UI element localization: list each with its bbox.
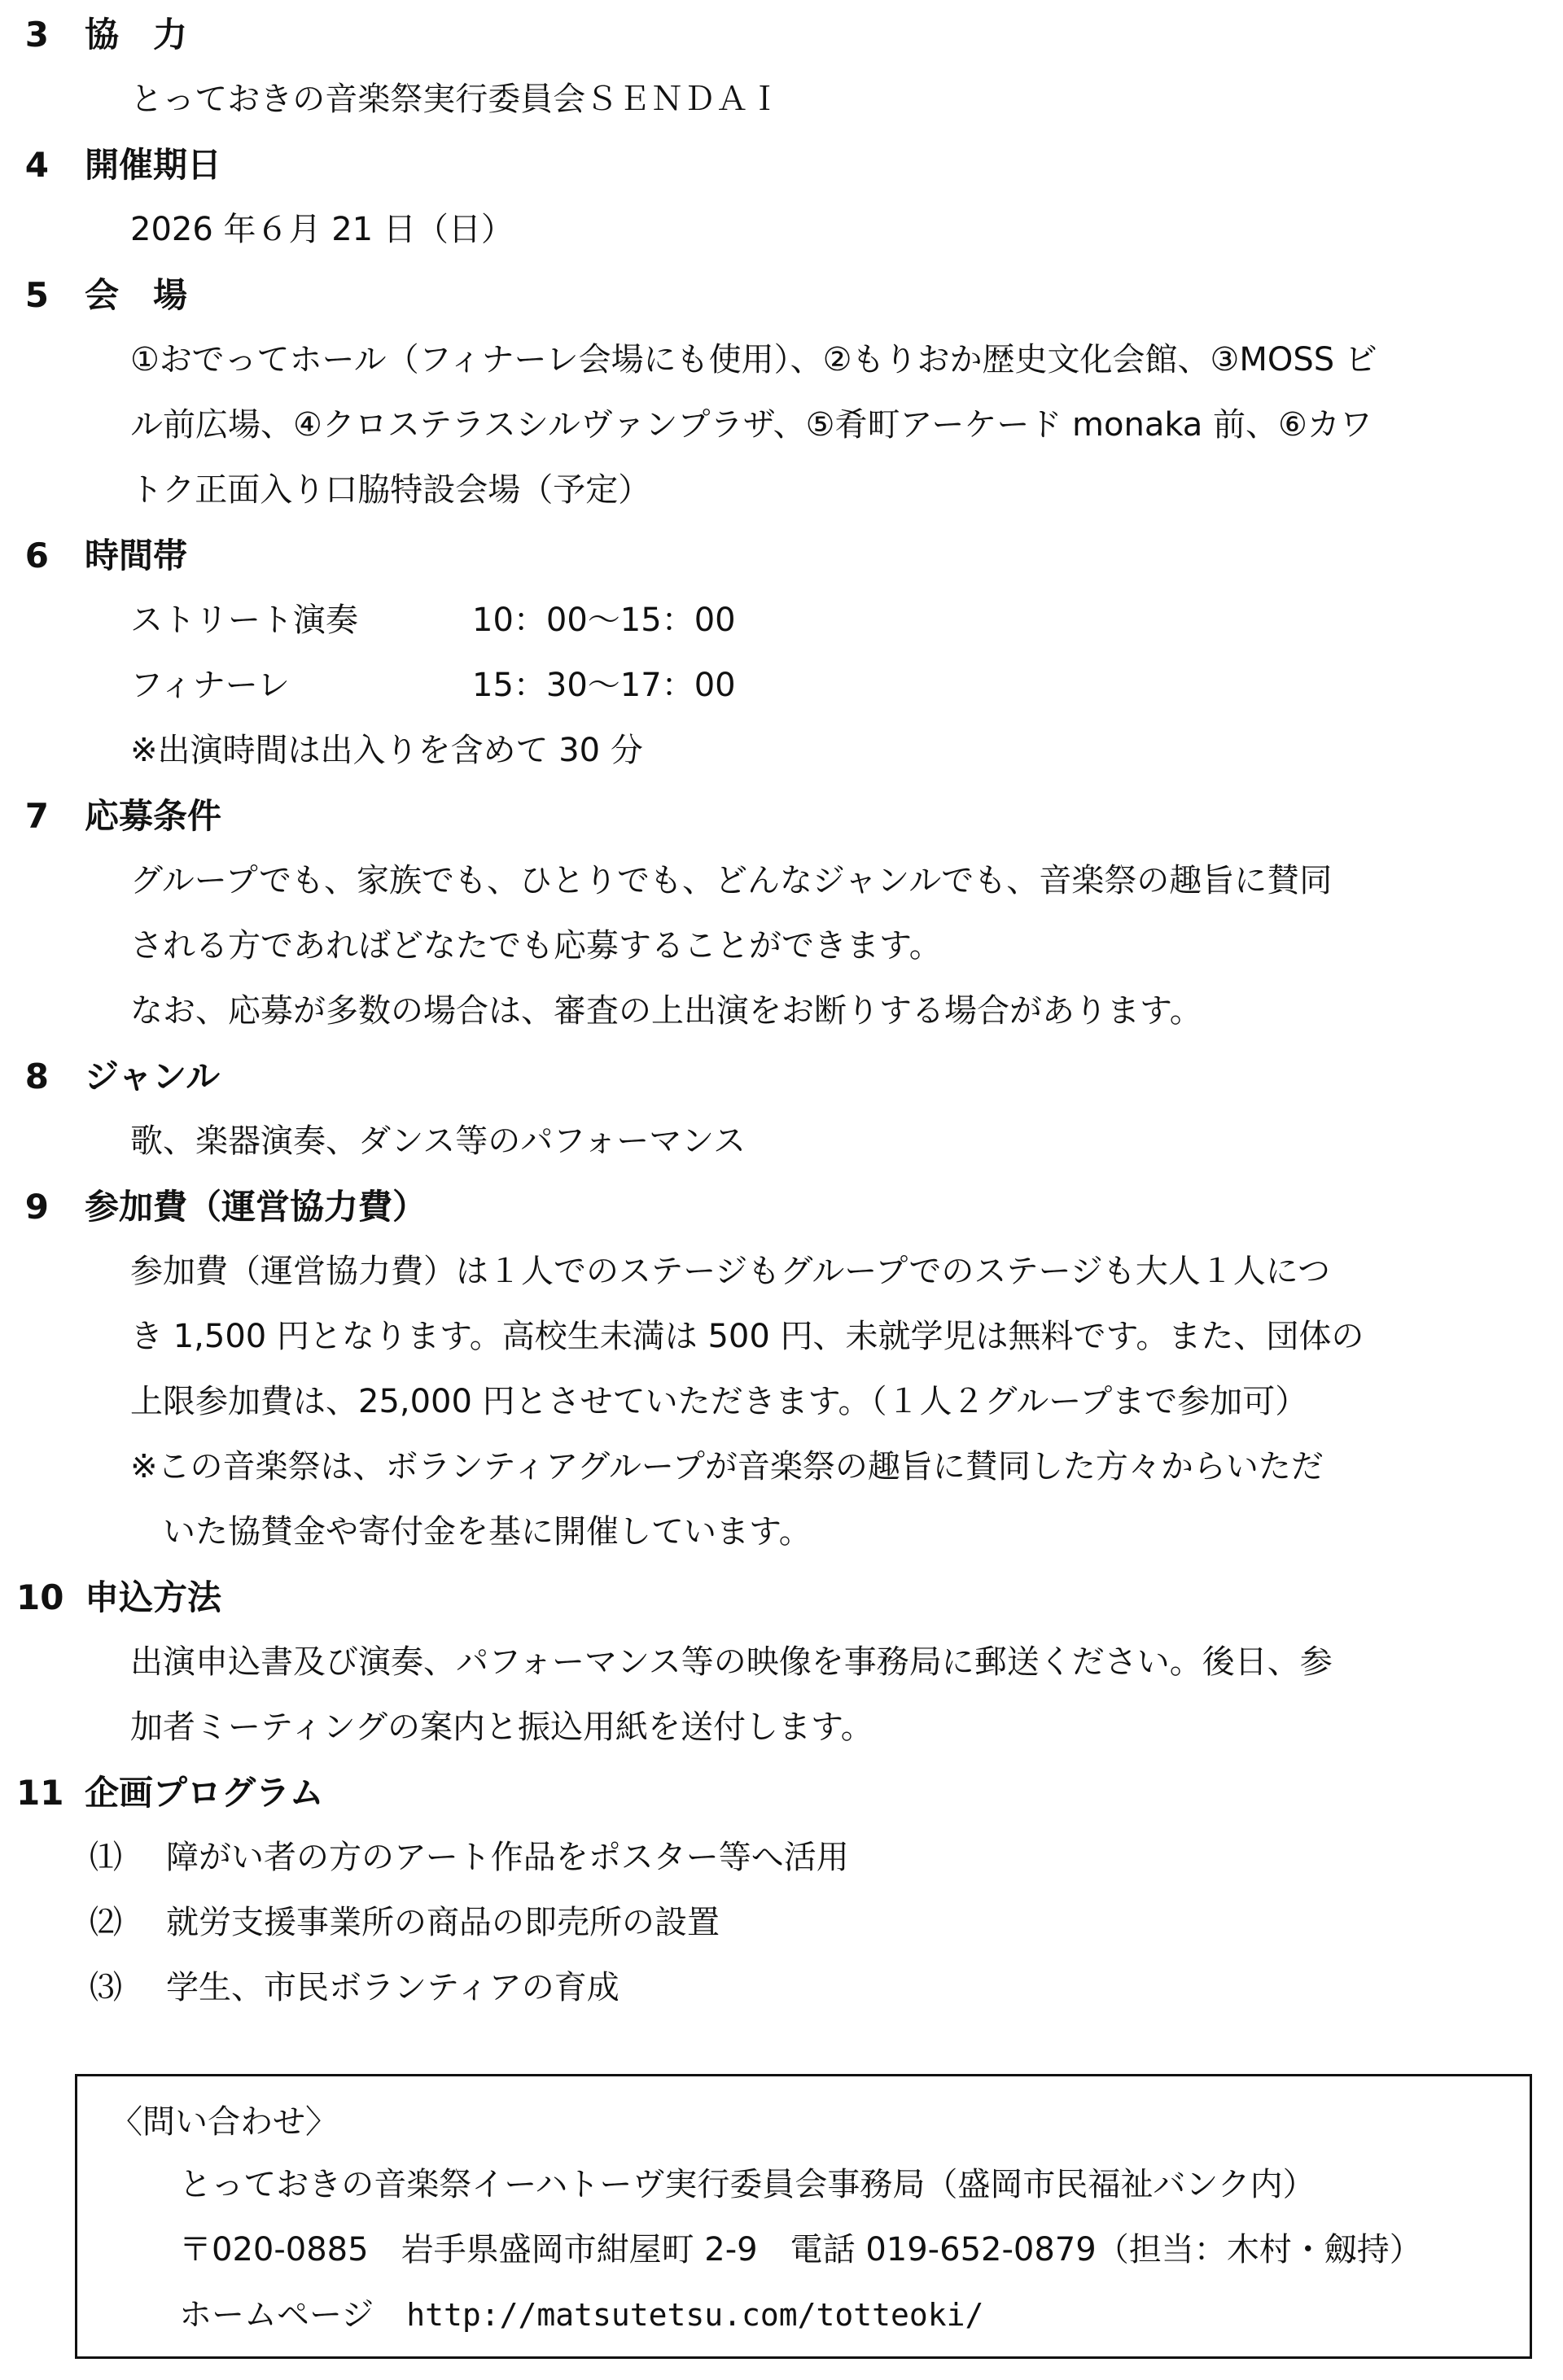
section-number: 5	[24, 275, 49, 315]
contact-organization: とっておきの音楽祭イーハトーヴ実行委員会事務局（盛岡市民福祉バンク内）	[179, 2166, 1316, 2203]
body-line: ル前広場、④クロステラスシルヴァンプラザ、⑤肴町アーケード monaka 前、⑥カワ	[130, 406, 1373, 444]
section-title: 企画プログラム	[85, 1773, 324, 1813]
contact-box	[75, 2074, 1532, 2359]
time-label: ストリート演奏	[130, 602, 358, 639]
section-title: 時間帯	[85, 536, 188, 575]
body-line: き 1,500 円となります。高校生未満は 500 円、未就学児は無料です。また、団体の	[130, 1318, 1364, 1355]
section-title: 申込方法	[85, 1577, 222, 1617]
section-title: 会 場	[85, 275, 188, 315]
contact-homepage-line	[179, 2296, 984, 2334]
address: 岩手県盛岡市紺屋町 2-9	[401, 2231, 758, 2268]
body-note: いた協賛金や寄付金を基に開催しています。	[163, 1513, 812, 1551]
body-note: ※この音楽祭は、ボランティアグループが音楽祭の趣旨に賛同した方々からいただ	[130, 1448, 1324, 1485]
section-title: 開催期日	[85, 145, 222, 185]
contact-address-line	[179, 2233, 1422, 2266]
program-number: ⑵	[90, 1904, 122, 1941]
body-line: トク正面入り口脇特設会場（予定）	[130, 471, 651, 509]
postal-code: 〒020-0885	[179, 2231, 369, 2268]
body-line: 歌、楽器演奏、ダンス等のパフォーマンス	[130, 1122, 746, 1160]
program-text: 学生、市民ボランティアの育成	[166, 1969, 620, 2006]
time-value: 10：00～15：00	[472, 602, 736, 639]
program-item	[90, 1971, 620, 2004]
body-line: される方であればどなたでも応募することができます。	[130, 927, 942, 965]
body-line: ①おでってホール（フィナーレ会場にも使用）、②もりおか歴史文化会館、③MOSS ビ	[130, 341, 1377, 378]
contact-heading: 〈問い合わせ〉	[110, 2103, 338, 2141]
body-line: 出演申込書及び演奏、パフォーマンス等の映像を事務局に郵送ください。後日、参	[130, 1643, 1333, 1681]
program-item	[90, 1841, 849, 1874]
program-number: ⑴	[90, 1839, 122, 1876]
body-line: なお、応募が多数の場合は、審査の上出演をお断りする場合があります。	[130, 992, 1202, 1030]
body-line: グループでも、家族でも、ひとりでも、どんなジャンルでも、音楽祭の趣旨に賛同	[130, 862, 1333, 899]
time-note: ※出演時間は出入りを含めて 30 分	[130, 732, 643, 769]
body-line: 加者ミーティングの案内と振込用紙を送付します。	[130, 1708, 873, 1746]
time-label: フィナーレ	[130, 667, 290, 704]
section-number: 8	[24, 1057, 49, 1096]
body-line: 上限参加費は、25,000 円とさせていただきます。（１人２グループまで参加可）	[130, 1383, 1308, 1420]
section-number: 3	[24, 15, 49, 55]
section-number: 4	[24, 145, 49, 185]
section-number: 11	[16, 1773, 64, 1813]
program-item	[90, 1906, 720, 1939]
program-number: ⑶	[90, 1969, 122, 2006]
section-title: 参加費（運営協力費）	[85, 1187, 427, 1227]
time-row	[130, 604, 736, 637]
program-text: 障がい者の方のアート作品をポスター等へ活用	[166, 1839, 849, 1876]
time-row	[130, 669, 736, 702]
section-number: 7	[24, 796, 49, 836]
body-line: 参加費（運営協力費）は１人でのステージもグループでのステージも大人１人につ	[130, 1253, 1330, 1290]
section-number: 10	[16, 1577, 64, 1617]
program-text: 就労支援事業所の商品の即売所の設置	[166, 1904, 720, 1941]
section-number: 9	[24, 1187, 49, 1227]
section-number: 6	[24, 536, 49, 575]
phone: 電話 019-652-0879（担当：木村・劔持）	[790, 2231, 1422, 2268]
body-line: 2026 年６月 21 日（日）	[130, 211, 514, 248]
section-title: 協 力	[85, 15, 188, 55]
homepage-label: ホームページ	[179, 2296, 374, 2334]
body-line: とっておきの音楽祭実行委員会ＳＥＮＤＡＩ	[130, 81, 782, 118]
section-title: 応募条件	[85, 796, 222, 836]
time-value: 15：30～17：00	[472, 667, 736, 704]
section-title: ジャンル	[85, 1057, 221, 1096]
homepage-link[interactable]: http://matsutetsu.com/totteoki/	[406, 2297, 984, 2333]
